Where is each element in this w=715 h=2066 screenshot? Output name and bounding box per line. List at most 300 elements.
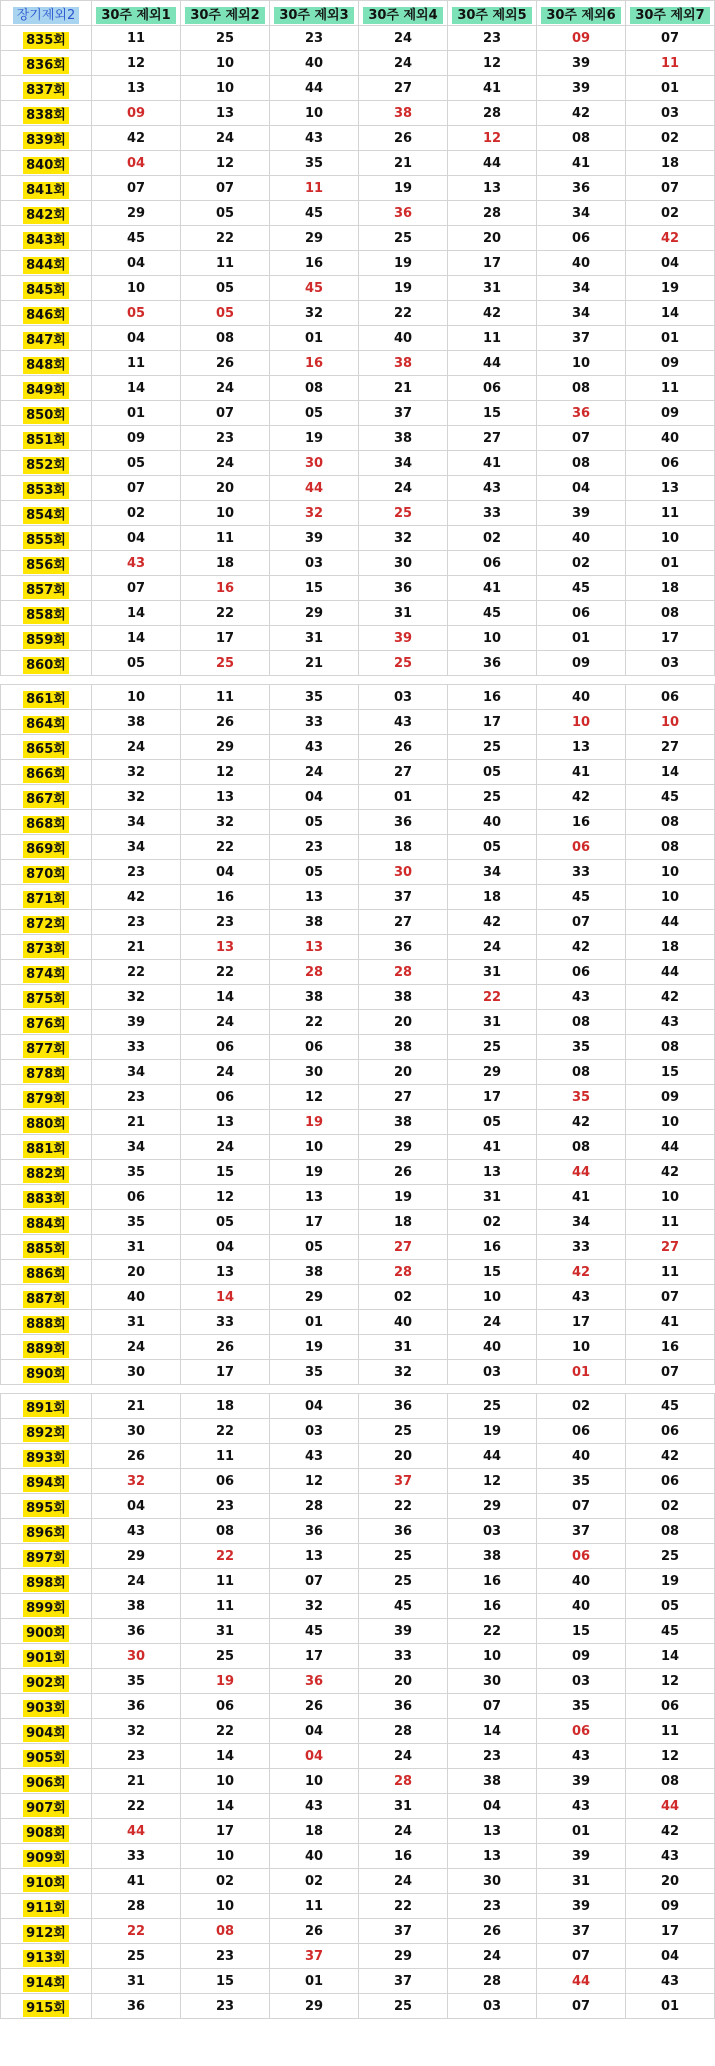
number-cell: 06 (626, 451, 715, 476)
number-cell: 04 (448, 1794, 537, 1819)
number-cell: 33 (537, 1235, 626, 1260)
number-cell: 30 (92, 1419, 181, 1444)
number-cell: 22 (181, 960, 270, 985)
number-cell: 10 (270, 101, 359, 126)
number-cell: 36 (359, 1694, 448, 1719)
round-cell (1, 685, 92, 710)
header-label: 30주 제외1 (96, 7, 175, 24)
number-cell: 23 (181, 1944, 270, 1969)
number-cell: 31 (359, 601, 448, 626)
number-cell: 04 (270, 785, 359, 810)
number-cell: 34 (537, 301, 626, 326)
number-cell: 37 (359, 1469, 448, 1494)
number-cell: 20 (359, 1060, 448, 1085)
round-label: 892회 (23, 1425, 69, 1442)
number-cell: 13 (537, 735, 626, 760)
number-cell: 17 (270, 1210, 359, 1235)
number-cell: 20 (181, 476, 270, 501)
round-cell (1, 326, 92, 351)
number-cell: 16 (448, 1569, 537, 1594)
round-label: 864회 (23, 716, 69, 733)
round-label: 868회 (23, 816, 69, 833)
number-cell: 36 (448, 651, 537, 676)
number-cell: 42 (537, 1110, 626, 1135)
round-cell (1, 1744, 92, 1769)
table-row (1, 26, 715, 51)
number-cell: 25 (626, 1544, 715, 1569)
number-cell: 35 (537, 1469, 626, 1494)
round-label: 876회 (23, 1016, 69, 1033)
number-cell: 18 (359, 1210, 448, 1235)
table-row (1, 301, 715, 326)
number-cell: 44 (448, 351, 537, 376)
round-label: 839회 (23, 132, 69, 149)
number-cell: 44 (537, 1160, 626, 1185)
header-cell (359, 1, 448, 26)
round-label: 897회 (23, 1550, 69, 1567)
number-cell: 08 (537, 1060, 626, 1085)
round-label: 874회 (23, 966, 69, 983)
number-cell: 21 (359, 376, 448, 401)
number-cell: 04 (92, 251, 181, 276)
number-cell: 05 (626, 1594, 715, 1619)
round-cell (1, 1969, 92, 1994)
number-cell: 35 (92, 1669, 181, 1694)
number-cell: 09 (92, 101, 181, 126)
number-cell: 26 (359, 126, 448, 151)
number-cell: 10 (270, 1135, 359, 1160)
round-cell (1, 251, 92, 276)
round-label: 905회 (23, 1750, 69, 1767)
round-cell (1, 1519, 92, 1544)
round-label: 849회 (23, 382, 69, 399)
number-cell: 35 (537, 1085, 626, 1110)
number-cell: 24 (448, 1310, 537, 1335)
round-label: 907회 (23, 1800, 69, 1817)
number-cell: 02 (537, 551, 626, 576)
number-cell: 01 (92, 401, 181, 426)
number-cell: 24 (359, 51, 448, 76)
number-cell: 24 (181, 1010, 270, 1035)
number-cell: 07 (448, 1694, 537, 1719)
round-cell (1, 1060, 92, 1085)
round-cell (1, 476, 92, 501)
number-cell: 28 (359, 1769, 448, 1794)
round-cell (1, 1844, 92, 1869)
number-cell: 27 (359, 760, 448, 785)
number-cell: 41 (626, 1310, 715, 1335)
number-cell: 17 (181, 626, 270, 651)
number-cell: 34 (92, 1060, 181, 1085)
round-cell (1, 910, 92, 935)
number-cell: 29 (359, 1944, 448, 1969)
table-row (1, 126, 715, 151)
number-cell: 20 (359, 1010, 448, 1035)
round-label: 882회 (23, 1166, 69, 1183)
round-cell (1, 1110, 92, 1135)
number-cell: 04 (537, 476, 626, 501)
table-row (1, 685, 715, 710)
round-label: 846회 (23, 307, 69, 324)
round-label: 883회 (23, 1191, 69, 1208)
number-cell: 30 (92, 1644, 181, 1669)
number-cell: 11 (626, 501, 715, 526)
number-cell: 31 (270, 626, 359, 651)
number-cell: 11 (181, 1569, 270, 1594)
number-cell: 14 (181, 1285, 270, 1310)
number-cell: 44 (448, 1444, 537, 1469)
number-cell: 07 (181, 176, 270, 201)
number-cell: 24 (359, 26, 448, 51)
number-cell: 06 (181, 1694, 270, 1719)
number-cell: 11 (181, 251, 270, 276)
number-cell: 37 (359, 1919, 448, 1944)
round-cell (1, 1819, 92, 1844)
number-cell: 04 (626, 251, 715, 276)
number-cell: 01 (270, 1969, 359, 1994)
number-cell: 32 (92, 1469, 181, 1494)
number-cell: 08 (626, 1035, 715, 1060)
number-cell: 19 (270, 1160, 359, 1185)
number-cell: 31 (448, 1010, 537, 1035)
table-row (1, 1994, 715, 2019)
round-label: 841회 (23, 182, 69, 199)
number-cell: 12 (270, 1469, 359, 1494)
number-cell: 44 (537, 1969, 626, 1994)
table-row (1, 935, 715, 960)
round-cell (1, 1869, 92, 1894)
round-label: 872회 (23, 916, 69, 933)
number-cell: 44 (448, 151, 537, 176)
number-cell: 25 (181, 1644, 270, 1669)
number-cell: 08 (181, 1919, 270, 1944)
table-row (1, 1260, 715, 1285)
table-row (1, 1310, 715, 1335)
number-cell: 06 (448, 376, 537, 401)
number-cell: 01 (537, 1819, 626, 1844)
table-row (1, 1669, 715, 1694)
number-cell: 19 (359, 1185, 448, 1210)
number-cell: 17 (181, 1819, 270, 1844)
number-cell: 07 (537, 426, 626, 451)
table-row (1, 1894, 715, 1919)
number-cell: 25 (448, 735, 537, 760)
number-cell: 21 (359, 151, 448, 176)
number-cell: 35 (92, 1160, 181, 1185)
number-cell: 22 (181, 1719, 270, 1744)
number-cell: 15 (181, 1969, 270, 1994)
round-label: 845회 (23, 282, 69, 299)
number-cell: 43 (626, 1969, 715, 1994)
number-cell: 14 (181, 1744, 270, 1769)
number-cell: 11 (448, 326, 537, 351)
number-cell: 10 (181, 501, 270, 526)
number-cell: 15 (626, 1060, 715, 1085)
number-cell: 11 (181, 1594, 270, 1619)
number-cell: 04 (181, 860, 270, 885)
number-cell: 42 (626, 1444, 715, 1469)
number-cell: 19 (626, 276, 715, 301)
number-cell: 06 (537, 1719, 626, 1744)
round-label: 899회 (23, 1600, 69, 1617)
round-label: 895회 (23, 1500, 69, 1517)
table-row (1, 1419, 715, 1444)
number-cell: 24 (92, 1335, 181, 1360)
round-label: 893회 (23, 1450, 69, 1467)
round-cell (1, 935, 92, 960)
header-label: 장기제외2 (13, 7, 80, 24)
round-cell (1, 1794, 92, 1819)
number-cell: 45 (359, 1594, 448, 1619)
number-cell: 31 (359, 1794, 448, 1819)
number-cell: 34 (92, 835, 181, 860)
table-body (1, 26, 715, 2019)
number-cell: 02 (626, 126, 715, 151)
number-cell: 04 (181, 1235, 270, 1260)
number-cell: 16 (181, 576, 270, 601)
number-cell: 26 (181, 351, 270, 376)
number-cell: 36 (359, 1394, 448, 1419)
number-cell: 02 (270, 1869, 359, 1894)
number-cell: 31 (448, 960, 537, 985)
number-cell: 36 (359, 935, 448, 960)
round-cell (1, 1944, 92, 1969)
number-cell: 07 (270, 1569, 359, 1594)
number-cell: 23 (181, 910, 270, 935)
round-label: 850회 (23, 407, 69, 424)
round-label: 903회 (23, 1700, 69, 1717)
number-cell: 34 (537, 201, 626, 226)
round-cell (1, 1769, 92, 1794)
number-cell: 27 (359, 1085, 448, 1110)
number-cell: 12 (448, 1469, 537, 1494)
round-label: 889회 (23, 1341, 69, 1358)
number-cell: 18 (181, 551, 270, 576)
round-label: 913회 (23, 1950, 69, 1967)
round-cell (1, 885, 92, 910)
number-cell: 32 (92, 985, 181, 1010)
number-cell: 11 (626, 1719, 715, 1744)
table-row (1, 1135, 715, 1160)
number-cell: 30 (92, 1360, 181, 1385)
number-cell: 28 (359, 960, 448, 985)
number-cell: 03 (448, 1994, 537, 2019)
number-cell: 24 (181, 376, 270, 401)
number-cell: 25 (359, 1994, 448, 2019)
number-cell: 37 (537, 1519, 626, 1544)
number-cell: 36 (359, 201, 448, 226)
number-cell: 45 (626, 1394, 715, 1419)
number-cell: 08 (537, 451, 626, 476)
table-row (1, 710, 715, 735)
number-cell: 39 (537, 51, 626, 76)
number-cell: 45 (270, 1619, 359, 1644)
round-cell (1, 1335, 92, 1360)
round-cell (1, 501, 92, 526)
number-cell: 07 (626, 176, 715, 201)
number-cell: 11 (626, 1260, 715, 1285)
round-cell (1, 1010, 92, 1035)
number-cell: 06 (181, 1085, 270, 1110)
round-label: 878회 (23, 1066, 69, 1083)
round-cell (1, 176, 92, 201)
number-cell: 45 (448, 601, 537, 626)
number-cell: 32 (359, 526, 448, 551)
number-cell: 07 (626, 26, 715, 51)
table-row (1, 1110, 715, 1135)
number-cell: 32 (92, 785, 181, 810)
round-cell (1, 1444, 92, 1469)
number-cell: 12 (626, 1669, 715, 1694)
number-cell: 38 (359, 985, 448, 1010)
number-cell: 43 (537, 985, 626, 1010)
table-row (1, 1919, 715, 1944)
number-cell: 40 (448, 810, 537, 835)
number-cell: 07 (537, 1494, 626, 1519)
number-cell: 06 (448, 551, 537, 576)
number-cell: 02 (448, 1210, 537, 1235)
round-label: 901회 (23, 1650, 69, 1667)
round-cell (1, 201, 92, 226)
number-cell: 08 (537, 1010, 626, 1035)
number-cell: 10 (181, 1894, 270, 1919)
round-cell (1, 1619, 92, 1644)
number-cell: 38 (270, 1260, 359, 1285)
number-cell: 08 (537, 1135, 626, 1160)
number-cell: 30 (448, 1669, 537, 1694)
number-cell: 01 (626, 76, 715, 101)
table-row (1, 810, 715, 835)
number-cell: 38 (270, 910, 359, 935)
table-row (1, 835, 715, 860)
round-cell (1, 26, 92, 51)
table-row (1, 1444, 715, 1469)
round-label: 912회 (23, 1925, 69, 1942)
round-cell (1, 351, 92, 376)
number-cell: 33 (448, 501, 537, 526)
number-cell: 24 (359, 1869, 448, 1894)
number-cell: 01 (270, 1310, 359, 1335)
number-cell: 21 (92, 1394, 181, 1419)
number-cell: 43 (537, 1794, 626, 1819)
number-cell: 07 (626, 1285, 715, 1310)
number-cell: 23 (181, 1994, 270, 2019)
number-cell: 40 (448, 1335, 537, 1360)
number-cell: 26 (181, 710, 270, 735)
number-cell: 09 (626, 1085, 715, 1110)
number-cell: 36 (537, 401, 626, 426)
number-cell: 35 (537, 1035, 626, 1060)
number-cell: 34 (92, 1135, 181, 1160)
number-cell: 33 (92, 1035, 181, 1060)
number-cell: 23 (92, 910, 181, 935)
table-row (1, 51, 715, 76)
header-label: 30주 제외5 (452, 7, 531, 24)
table-row (1, 1819, 715, 1844)
round-label: 911회 (23, 1900, 69, 1917)
number-cell: 44 (626, 1135, 715, 1160)
number-cell: 05 (92, 301, 181, 326)
number-cell: 11 (626, 376, 715, 401)
round-label: 906회 (23, 1775, 69, 1792)
number-cell: 10 (626, 1110, 715, 1135)
number-cell: 24 (448, 935, 537, 960)
round-cell (1, 1644, 92, 1669)
number-cell: 10 (626, 710, 715, 735)
number-cell: 39 (92, 1010, 181, 1035)
number-cell: 19 (270, 1110, 359, 1135)
table-row (1, 1694, 715, 1719)
table-row (1, 1869, 715, 1894)
number-cell: 03 (626, 651, 715, 676)
number-cell: 19 (270, 1335, 359, 1360)
number-cell: 44 (270, 76, 359, 101)
number-cell: 24 (359, 476, 448, 501)
number-cell: 38 (359, 351, 448, 376)
number-cell: 19 (626, 1569, 715, 1594)
number-cell: 10 (181, 1769, 270, 1794)
number-cell: 31 (92, 1310, 181, 1335)
number-cell: 39 (537, 76, 626, 101)
number-cell: 25 (359, 1544, 448, 1569)
number-cell: 18 (181, 1394, 270, 1419)
table-row (1, 626, 715, 651)
round-cell (1, 960, 92, 985)
table-row (1, 1085, 715, 1110)
number-cell: 23 (92, 860, 181, 885)
table-row (1, 401, 715, 426)
number-cell: 27 (359, 1235, 448, 1260)
number-cell: 32 (270, 501, 359, 526)
number-cell: 32 (181, 810, 270, 835)
table-row (1, 1060, 715, 1085)
number-cell: 17 (626, 1919, 715, 1944)
number-cell: 13 (181, 101, 270, 126)
number-cell: 13 (448, 1160, 537, 1185)
number-cell: 40 (92, 1285, 181, 1310)
separator-cell (1, 1385, 715, 1394)
number-cell: 23 (181, 1494, 270, 1519)
number-cell: 29 (448, 1494, 537, 1519)
number-cell: 36 (537, 176, 626, 201)
number-cell: 17 (626, 626, 715, 651)
table-row (1, 151, 715, 176)
number-cell: 16 (359, 1844, 448, 1869)
number-cell: 28 (448, 1969, 537, 1994)
round-label: 867회 (23, 791, 69, 808)
round-label: 904회 (23, 1725, 69, 1742)
number-cell: 06 (537, 601, 626, 626)
number-cell: 40 (537, 1569, 626, 1594)
table-row (1, 1644, 715, 1669)
number-cell: 05 (270, 810, 359, 835)
number-cell: 29 (448, 1060, 537, 1085)
number-cell: 13 (270, 935, 359, 960)
round-label: 836회 (23, 57, 69, 74)
number-cell: 12 (448, 126, 537, 151)
number-cell: 19 (181, 1669, 270, 1694)
number-cell: 42 (448, 910, 537, 935)
number-cell: 06 (626, 1694, 715, 1719)
header-label: 30주 제외6 (541, 7, 620, 24)
number-cell: 06 (537, 960, 626, 985)
separator-cell (1, 676, 715, 685)
number-cell: 44 (626, 960, 715, 985)
header-cell (537, 1, 626, 26)
number-cell: 42 (537, 1260, 626, 1285)
round-label: 896회 (23, 1525, 69, 1542)
round-cell (1, 760, 92, 785)
